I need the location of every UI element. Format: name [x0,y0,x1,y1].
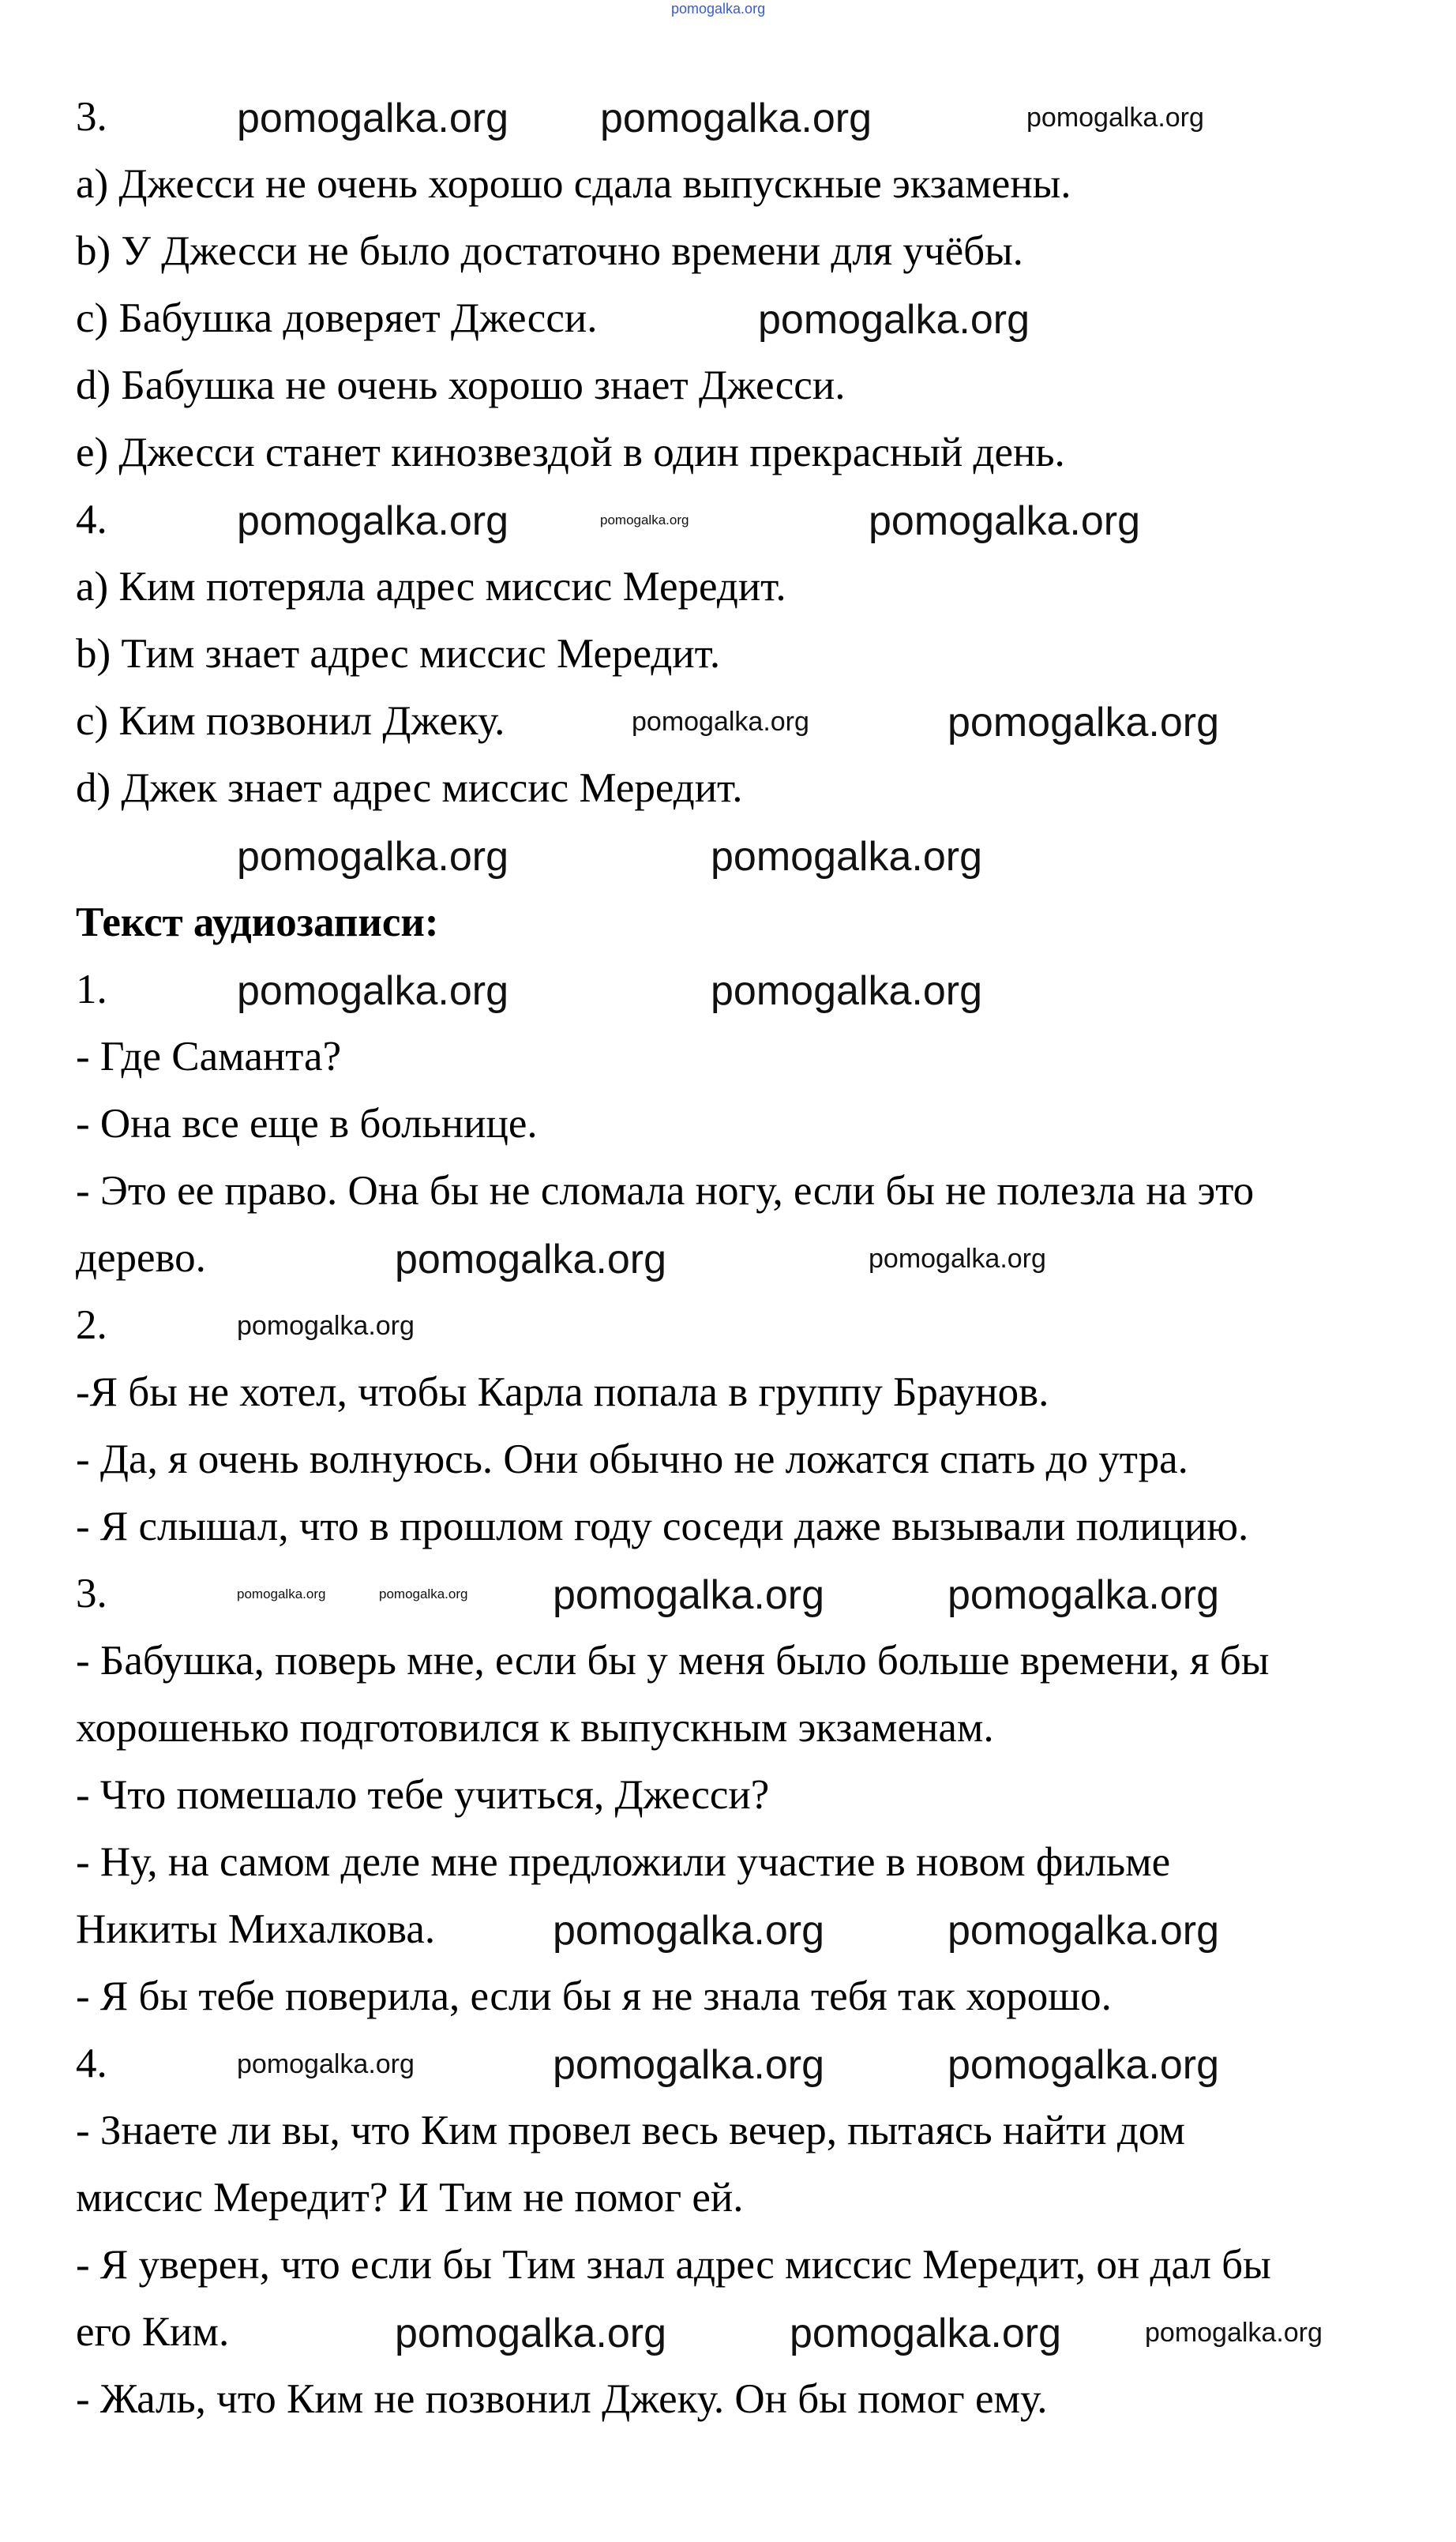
text-line: - Я уверен, что если бы Тим знал адрес миссис Мередит, он дал бы [76,2242,1271,2288]
text-line: 1. [76,967,107,1012]
watermark: pomogalka.org [237,1586,326,1601]
text-line: d) Джек знает адрес миссис Мередит. [76,765,743,811]
watermark: pomogalka.org [237,968,508,1014]
watermark: pomogalka.org [600,96,872,141]
watermark: pomogalka.org [553,1908,824,1954]
watermark: pomogalka.org [553,1572,824,1618]
text-line: 3. [76,1571,107,1616]
text-line: - Да, я очень волнуюсь. Они обычно не ложатся спать до утра. [76,1436,1188,1482]
text-line: 3. [76,94,107,140]
watermark: pomogalka.org [869,498,1140,544]
text-line: дерево. [76,1235,206,1281]
text-line: -Я бы не хотел, чтобы Карла попала в группу Браунов. [76,1369,1049,1415]
text-line: - Она все еще в больнице. [76,1101,538,1147]
text-line: - Ну, на самом деле мне предложили участие в новом фильме [76,1839,1171,1885]
text-line: - Я слышал, что в прошлом году соседи даже вызывали полицию. [76,1504,1249,1549]
text-line: e) Джесси станет кинозвездой в один прекрасный день. [76,430,1065,475]
watermark: pomogalka.org [237,834,508,880]
watermark: pomogalka.org [711,834,982,880]
text-line: - Жаль, что Ким не позвонил Джеку. Он бы помог ему. [76,2376,1048,2422]
text-line: - Это ее право. Она бы не сломала ногу, если бы не полезла на это [76,1168,1255,1214]
text-line: c) Ким позвонил Джеку. [76,698,505,744]
watermark: pomogalka.org [553,2042,824,2088]
section-heading: Текст аудиозаписи: [76,899,439,945]
text-line: 4. [76,497,107,543]
text-line: его Ким. [76,2309,230,2355]
watermark: pomogalka.org [1145,2318,1323,2348]
watermark: pomogalka.org [758,297,1030,343]
text-line: - Где Саманта? [76,1034,342,1080]
watermark: pomogalka.org [869,1244,1046,1274]
watermark: pomogalka.org [1026,103,1204,133]
text-line: 4. [76,2041,107,2086]
watermark: pomogalka.org [237,498,508,544]
text-line: c) Бабушка доверяет Джесси. [76,295,598,341]
watermark: pomogalka.org [379,1586,468,1601]
text-line: миссис Мередит? И Тим не помог ей. [76,2175,744,2221]
text-line: a) Джесси не очень хорошо сдала выпускные экзамены. [76,161,1071,207]
watermark: pomogalka.org [948,2042,1219,2088]
text-line: Никиты Михалкова. [76,1906,436,1952]
text-line: - Что помешало тебе учиться, Джесси? [76,1772,770,1818]
text-line: b) У Джесси не было достаточно времени для учёбы. [76,228,1023,274]
watermark: pomogalka.org [790,2311,1061,2356]
text-line: b) Тим знает адрес миссис Мередит. [76,631,721,677]
text-line: - Я бы тебе поверила, если бы я не знала тебя так хорошо. [76,1973,1112,2019]
watermark: pomogalka.org [237,1311,415,1341]
watermark: pomogalka.org [948,1908,1219,1954]
text-line: a) Ким потеряла адрес миссис Мередит. [76,564,786,610]
watermark: pomogalka.org [600,513,689,528]
watermark: pomogalka.org [237,2049,415,2079]
watermark: pomogalka.org [671,1,766,17]
watermark: pomogalka.org [948,700,1219,745]
text-line: 2. [76,1302,107,1348]
text-line: хорошенько подготовился к выпускным экзаменам. [76,1705,994,1751]
watermark: pomogalka.org [395,2311,666,2356]
watermark: pomogalka.org [711,968,982,1014]
watermark: pomogalka.org [237,96,508,141]
watermark: pomogalka.org [948,1572,1219,1618]
text-line: - Знаете ли вы, что Ким провел весь вечер, пытаясь найти дом [76,2108,1185,2153]
watermark: pomogalka.org [395,1237,666,1282]
watermark: pomogalka.org [632,707,809,737]
text-line: - Бабушка, поверь мне, если бы у меня было больше времени, я бы [76,1638,1270,1684]
text-line: d) Бабушка не очень хорошо знает Джесси. [76,362,846,408]
